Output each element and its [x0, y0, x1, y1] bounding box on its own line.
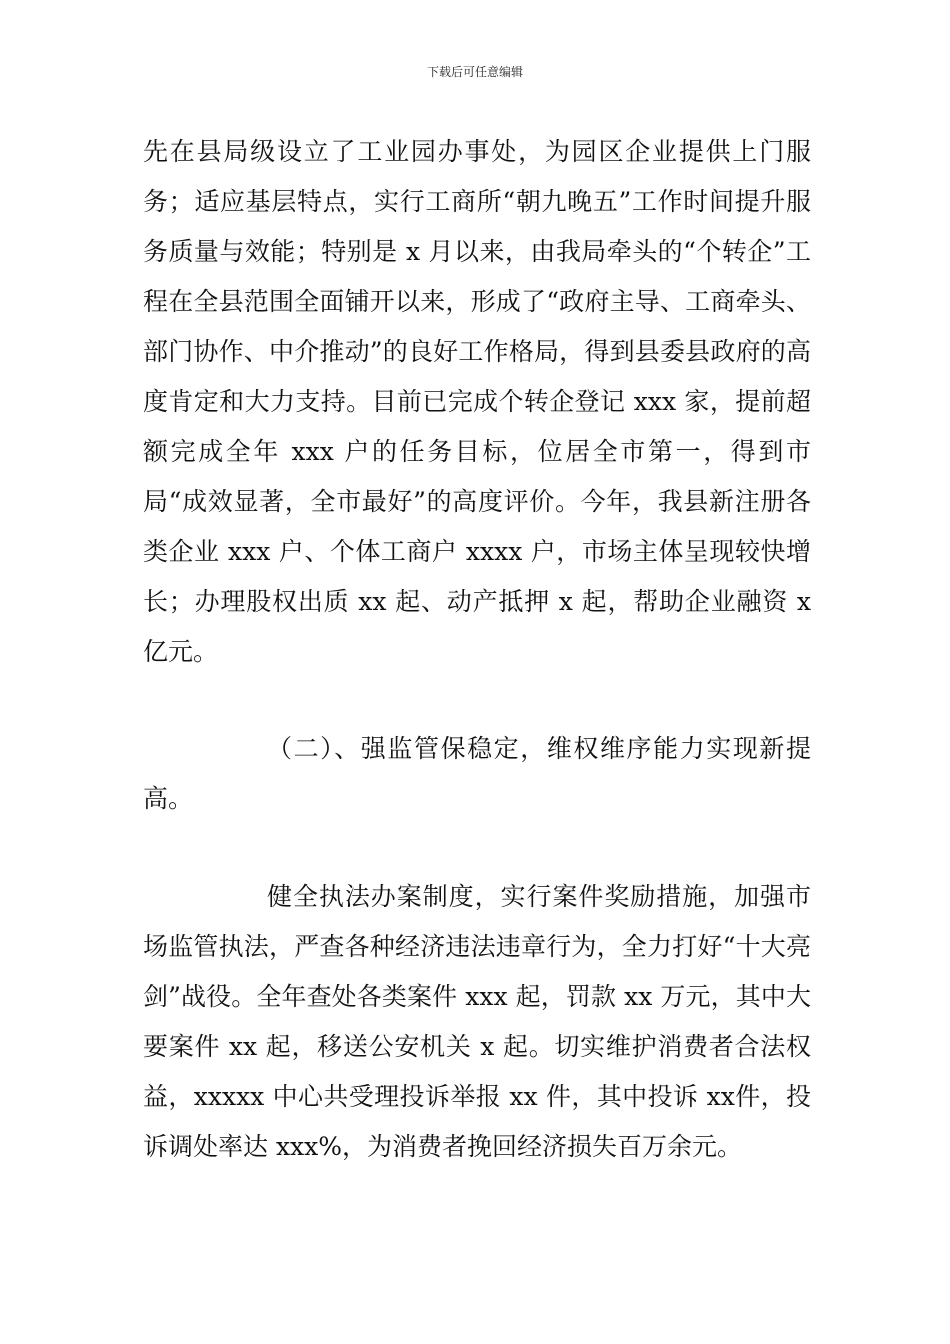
paragraph-law-enforcement: 健全执法办案制度，实行案件奖励措施，加强市场监管执法，严查各种经济违法违章行为，全力打好“十大亮剑”战役。全年查处各类案件 xxx 起，罚款 xx 万元，其中大要案件 xx 起，移送公安机关 x 起。切实维护消费者合法权益，xxxxx 中心共受理投诉举报 xx 件，其中投诉 xx件，投诉调处率达 xxx%，为消费者挽回经济损失百万余元。	[143, 882, 811, 1161]
paragraph-business-registration: 先在县局级设立了工业园办事处，为园区企业提供上门服务；适应基层特点，实行工商所“朝九晚五”工作时间提升服务质量与效能；特别是 x 月以来，由我局牵头的“个转企”工程在全县范围全面铺开以来，形成了“政府主导、工商牵头、部门协作、中介推动”的良好工作格局，得到县委县政府的高度肯定和大力支持。目前已完成个转企登记 xxx 家，提前超额完成全年 xxx 户的任务目标，位居全市第一，得到市局“成效显著，全市最好”的高度评价。今年，我县新注册各类企业 xxx 户、个体工商户 xxxx 户，市场主体呈现较快增长；办理股权出质 xx 起、动产抵押 x 起，帮助企业融资 x 亿元。	[143, 137, 811, 666]
page-header-note: 下载后可任意编辑	[426, 65, 523, 79]
section-heading-supervision: （二）、强监管保稳定，维权维序能力实现新提高。	[143, 734, 811, 813]
